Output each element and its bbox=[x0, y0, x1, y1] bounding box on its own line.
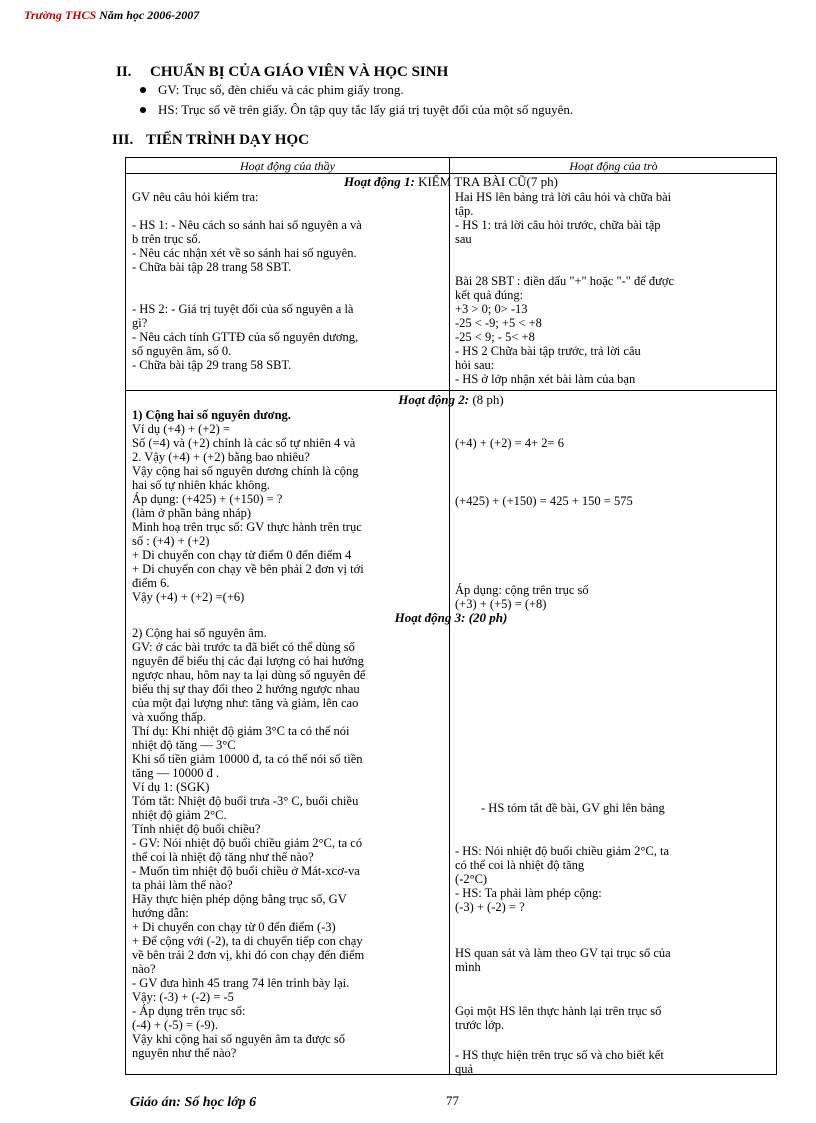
teacher-column-header: Hoạt động của thầy bbox=[240, 159, 335, 173]
text-line: và xuống thấp. bbox=[132, 710, 206, 724]
student-column-header: Hoạt động của trò bbox=[569, 159, 658, 173]
text-line: - HS 2 Chữa bài tập trước, trả lời câu bbox=[455, 344, 641, 358]
activity-2-student-2: (+425) + (+150) = 425 + 150 = 575 bbox=[455, 494, 633, 508]
text-line: - HS ở lớp nhận xét bài làm của bạn bbox=[455, 372, 636, 386]
activity-3-student-3: HS quan sát và làm theo GV tại trục số của mình bbox=[455, 946, 671, 974]
text-line: - HS 1: trả lời câu hỏi trước, chữa bài tập bbox=[455, 218, 661, 232]
activity-2-student-3: Áp dụng: cộng trên trục số bbox=[455, 583, 589, 597]
activity-1-student bbox=[455, 190, 773, 386]
activity-1-teacher bbox=[132, 190, 446, 372]
text-line: Vậy cộng hai số nguyên dương chính là cộng bbox=[132, 464, 359, 478]
text-line: sau bbox=[455, 232, 472, 246]
text-line: (làm ở phần bảng nháp) bbox=[132, 506, 252, 520]
text-line: +3 > 0; 0> -13 bbox=[455, 302, 528, 316]
text-line: Minh hoạ trên trục số: GV thực hành trên trục bbox=[132, 520, 362, 534]
section-3-heading: III. TIẾN TRÌNH DẠY HỌC bbox=[112, 132, 309, 148]
text-line: + Di chuyển con chạy về bên phải 2 đơn vị tới bbox=[132, 562, 364, 576]
text-line: về bên trái 2 đơn vị, khi đó con chạy đến điểm bbox=[132, 948, 365, 962]
text-line: Vậy (+4) + (+2) =(+6) bbox=[132, 590, 245, 604]
text-line: Vậy: (-3) + (-2) = -5 bbox=[132, 990, 234, 1004]
text-line: GV: ở các bài trước ta đã biết có thể dùng số bbox=[132, 640, 355, 654]
text-line: Hãy thực hiện phép dộng bằng trục số, GV bbox=[132, 892, 347, 906]
text-line: hỏi sau: bbox=[455, 358, 495, 372]
text-line: số nguyên âm, số 0. bbox=[132, 344, 232, 358]
text-line: nguyên để biểu thị các đại lượng có hai hướng bbox=[132, 654, 364, 668]
section-2-heading: II. CHUẨN BỊ CỦA GIÁO VIÊN VÀ HỌC SINH bbox=[116, 64, 449, 80]
text-line: số : (+4) + (+2) bbox=[132, 534, 210, 548]
bullet-gv: GV: Trục số, đèn chiếu và các phim giấy trong. bbox=[158, 82, 404, 98]
bullet-hs: HS: Trục số vẽ trên giấy. Ôn tập quy tắc lấy giá trị tuyệt đối của một số nguyên. bbox=[158, 102, 573, 118]
text-line: b trên trục số. bbox=[132, 232, 201, 246]
text-line: - Nêu cách tính GTTĐ của số nguyên dương, bbox=[132, 330, 359, 344]
text-line: + Di chuyển con chạy từ 0 đến điểm (-3) bbox=[132, 920, 336, 934]
text-line: 2) Cộng hai số nguyên âm. bbox=[132, 626, 267, 640]
activity-2-heading: Hoạt động 2: (8 ph) bbox=[398, 392, 504, 407]
footer-title: Giáo án: Số học lớp 6 bbox=[130, 1095, 257, 1110]
text-line: nguyên như thế nào? bbox=[132, 1046, 237, 1060]
text-line: Tính nhiệt độ buổi chiều? bbox=[132, 822, 261, 836]
text-line: Khi số tiền giảm 10000 đ, ta có thể nói số tiền bbox=[132, 752, 363, 766]
text-line: - Chữa bài tập 29 trang 58 SBT. bbox=[132, 358, 292, 372]
text-line: Hai HS lên bảng trả lời câu hỏi và chữa bài bbox=[455, 190, 672, 204]
text-line: - HS 2: - Giá trị tuyệt đối của số nguyên a là bbox=[132, 302, 354, 316]
text-line: -25 < 9; - 5< +8 bbox=[455, 330, 535, 344]
text-line bbox=[132, 288, 446, 302]
text-line: + Để cộng với (-2), ta di chuyển tiếp con chạy bbox=[132, 934, 363, 948]
text-line: Số (=4) và (+2) chính là các số tự nhiên 4 và bbox=[132, 436, 356, 450]
text-line: tăng — 10000 đ . bbox=[132, 766, 220, 780]
text-line: Bài 28 SBT : điền dấu "+" hoặc "-" để được bbox=[455, 274, 675, 288]
activity-3-heading: Hoạt động 3: (20 ph) bbox=[394, 610, 508, 625]
text-line: ngược nhau, hôm nay ta lại dùng số nguyên để bbox=[132, 668, 366, 682]
text-line: nào? bbox=[132, 962, 156, 976]
text-line: - HS 1: - Nêu cách so sánh hai số nguyên a và bbox=[132, 218, 362, 232]
activity-3-student-5: - HS thực hiện trên trục số và cho biết kết quả bbox=[455, 1048, 664, 1076]
text-line: hai số tự nhiên khác không. bbox=[132, 478, 271, 492]
text-line: -25 < -9; +5 < +8 bbox=[455, 316, 542, 330]
activity-3-teacher bbox=[132, 626, 446, 1060]
text-line: (-4) + (-5) = (-9). bbox=[132, 1018, 218, 1032]
text-line: điểm 6. bbox=[132, 576, 170, 590]
text-line bbox=[455, 246, 773, 260]
activity-1-heading: Hoạt động 1: KIỂM TRA BÀI CŨ(7 ph) bbox=[344, 174, 558, 189]
text-line: GV nêu câu hỏi kiểm tra: bbox=[132, 190, 259, 204]
text-line: - GV: Nói nhiệt độ buổi chiều giảm 2°C, ta có bbox=[132, 836, 363, 850]
text-line: - Chữa bài tập 28 trang 58 SBT. bbox=[132, 260, 292, 274]
text-line: Tóm tắt: Nhiệt độ buổi trưa -3° C, buổi chiều bbox=[132, 794, 359, 808]
text-line: thể coi là nhiệt độ tăng như thế nào? bbox=[132, 850, 314, 864]
text-line: biểu thị sự thay đổi theo 2 hướng ngược nhau bbox=[132, 682, 360, 696]
text-line: ta phải làm thế nào? bbox=[132, 878, 233, 892]
text-line: 2. Vậy (+4) + (+2) bằng bao nhiêu? bbox=[132, 450, 310, 464]
text-line: Áp dụng: (+425) + (+150) = ? bbox=[132, 492, 283, 506]
text-line: - Muốn tìm nhiệt độ buổi chiều ở Mát-xcơ-va bbox=[132, 864, 360, 878]
text-line: nhiệt độ giảm 2°C. bbox=[132, 808, 227, 822]
text-line: 1) Cộng hai số nguyên dương. bbox=[132, 408, 291, 422]
text-line: nhiệt độ tăng — 3°C bbox=[132, 738, 236, 752]
text-line bbox=[132, 274, 446, 288]
school-year: Năm học 2006-2007 bbox=[99, 8, 200, 22]
page-header bbox=[24, 8, 199, 23]
text-line: Thí dụ: Khi nhiệt độ giảm 3°C ta có thể nói bbox=[132, 724, 350, 738]
lesson-table bbox=[125, 157, 777, 1075]
text-line: Ví dụ (+4) + (+2) = bbox=[132, 422, 230, 436]
text-line: - Nêu các nhận xét về so sánh hai số nguyên. bbox=[132, 246, 357, 260]
school-name: THCS bbox=[64, 8, 97, 22]
text-line: tập. bbox=[455, 204, 474, 218]
activity-3-student-1: - HS tóm tắt đề bài, GV ghi lên bảng bbox=[481, 801, 665, 815]
text-line bbox=[132, 204, 446, 218]
school-label: Trường bbox=[24, 8, 62, 22]
text-line: gì? bbox=[132, 316, 148, 330]
text-line: kết quả đúng: bbox=[455, 288, 524, 302]
text-line: Ví dụ 1: (SGK) bbox=[132, 780, 210, 794]
text-line: Vậy khi cộng hai số nguyên âm ta được số bbox=[132, 1032, 345, 1046]
text-line: + Di chuyển con chạy từ điểm 0 đến điểm 4 bbox=[132, 548, 352, 562]
page-number: 77 bbox=[446, 1093, 459, 1108]
activity-2-teacher bbox=[132, 408, 446, 604]
activity-2-student-4: (+3) + (+5) = (+8) bbox=[455, 597, 547, 611]
text-line: - GV đưa hình 45 trang 74 lên trình bày lại. bbox=[132, 976, 350, 990]
activity-3-student-4: Gọi một HS lên thực hành lại trên trục số trước lớp. bbox=[455, 1004, 662, 1032]
text-line: của một đại lượng như: tăng và giảm, lên cao bbox=[132, 696, 359, 710]
text-line: hướng dẫn: bbox=[132, 906, 189, 920]
text-line bbox=[455, 260, 773, 274]
text-line: - Áp dụng trên trục số: bbox=[132, 1004, 246, 1018]
activity-2-student-1: (+4) + (+2) = 4+ 2= 6 bbox=[455, 436, 564, 450]
activity-3-student-2: - HS: Nói nhiệt độ buổi chiều giảm 2°C, ta có thể coi là nhiệt độ tăng (-2°C) - HS: Ta phải làm phép cộng: (-3) + (-2) = ? bbox=[455, 844, 670, 914]
